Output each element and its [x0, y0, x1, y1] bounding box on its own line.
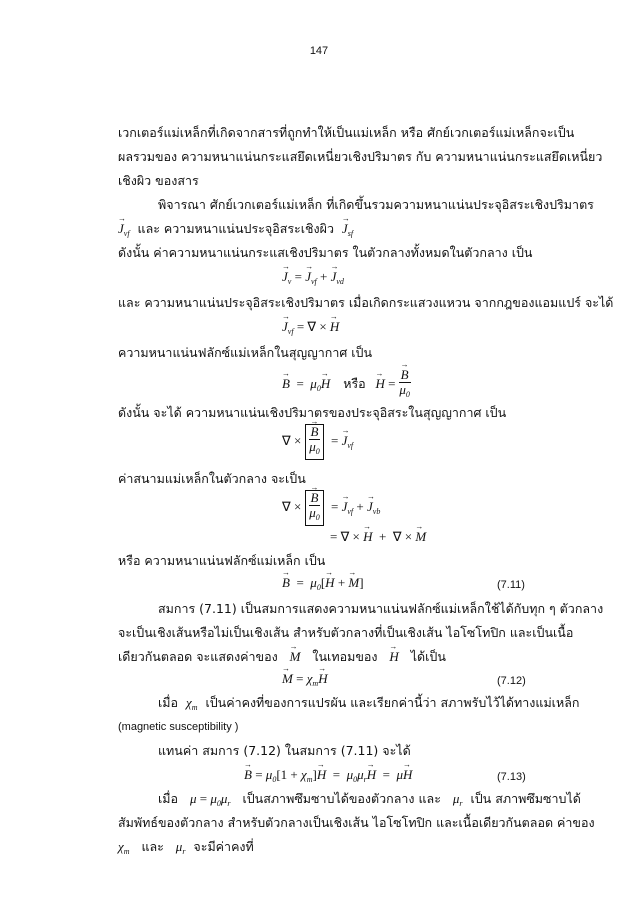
- paragraph-line: (magnetic susceptibility ): [118, 721, 239, 733]
- equation: → $B = \mu_0[\to H$ + → M]: [282, 574, 364, 597]
- page-number: 147: [309, 45, 329, 57]
- equation: ∇ × → $\frac{B}{\mu_0}$ = → $J_{vf}$: [282, 424, 353, 460]
- equation: → $M = \chi_m\to H$: [282, 670, 328, 693]
- paragraph-line: เวกเตอร์แม่เหล็กที่เกิดจากสารที่ถูกทำให้เป็นแม่เหล็ก หรือ ศักย์เวกเตอร์แม่เหล็กจะเป็น: [118, 125, 575, 140]
- equation: → $B = \mu_0\to H$ หรือ → H = → $\frac{B}{\mu_0}$: [282, 368, 411, 402]
- equation: = ∇ × → H + ∇ × → M: [330, 528, 426, 546]
- paragraph-line: พิจารณา ศักย์เวกเตอร์แม่เหล็ก ที่เกิดขึ้นรวมความหนาแน่นประจุอิสระเชิงปริมาตร: [158, 197, 594, 212]
- paragraph-line: หรือ ความหนาแน่นฟลักซ์แม่เหล็ก เป็น: [118, 553, 326, 568]
- paragraph-line: สัมพัทธ์ของตัวกลาง สำหรับตัวกลางเป็นเชิงเส้น ไอโซโทปิก และเนื้อเดียวกันตลอด ค่าของ: [118, 815, 595, 830]
- paragraph-line: → $J_{vf}$ และ ความหนาแน่นประจุอิสระเชิงผิว → $J_{sf}$: [118, 220, 353, 243]
- equation: ∇ × → $\frac{B}{\mu_0}$ = → $J_{vf}$ + → $J_{vb}$: [282, 490, 380, 526]
- paragraph-line: ผลรวมของ ความหนาแน่นกระแสยึดเหนี่ยวเชิงปริมาตร กับ ความหนาแน่นกระแสยึดเหนี่ยว: [118, 149, 603, 164]
- equation-number: (7.13): [497, 771, 526, 783]
- paragraph-line: และ ความหนาแน่นประจุอิสระเชิงปริมาตร เมื่อเกิดกระแสวงแหวน จากกฎของแอมแปร์ จะได้: [118, 295, 614, 310]
- equation: → $J_v$ = → $J_{vf}$ + → $J_{vd}$: [282, 268, 344, 291]
- paragraph-line: เมื่อ $\chi_m$ เป็นค่าคงที่ของการแปรผัน และเรียกค่านี้ว่า สภาพรับไว้ได้ทางแม่เหล็ก: [158, 695, 580, 712]
- equation: → $J_{vf}$ = ∇ × → H: [282, 318, 339, 341]
- equation-number: (7.12): [497, 675, 526, 687]
- paragraph-line: ความหนาแน่นฟลักซ์แม่เหล็กในสุญญากาศ เป็น: [118, 345, 373, 360]
- paragraph-line: ค่าสนามแม่เหล็กในตัวกลาง จะเป็น: [118, 471, 306, 486]
- paragraph-line: จะเป็นเชิงเส้นหรือไม่เป็นเชิงเส้น สำหรับตัวกลางที่เป็นเชิงเส้น ไอโซโทปิก และเป็นเนื้อ: [118, 625, 574, 640]
- paragraph-line: เมื่อ $\mu = \mu_0\mu_r$ เป็นสภาพซึมซาบได้ของตัวกลาง และ $\mu_r$ เป็น สภาพซึมซาบได้: [158, 791, 581, 808]
- paragraph-line: เชิงผิว ของสาร: [118, 173, 199, 188]
- paragraph-line: แทนค่า สมการ (7.12) ในสมการ (7.11) จะได้: [158, 743, 411, 758]
- paragraph-line: $\chi_m$ และ $\mu_r$ จะมีค่าคงที่: [118, 839, 254, 856]
- equation-number: (7.11): [497, 579, 525, 591]
- paragraph-line: เดียวกันตลอด จะแสดงค่าของ → M ในเทอมของ → H ได้เป็น: [118, 648, 446, 666]
- paragraph-line: สมการ (7.11) เป็นสมการแสดงความหนาแน่นฟลักซ์แม่เหล็กใช้ได้กับทุก ๆ ตัวกลาง: [158, 601, 604, 616]
- paragraph-line: ดังนั้น ค่าความหนาแน่นกระแสเชิงปริมาตร ในตัวกลางทั้งหมดในตัวกลาง เป็น: [118, 245, 533, 260]
- paragraph-line: ดังนั้น จะได้ ความหนาแน่นเชิงปริมาตรของประจุอิสระในสุญญากาศ เป็น: [118, 405, 507, 420]
- equation: → $B = \mu_0[1 + \chi_m]\to H = \mu_0\mu_r\to H = \mu\to H$: [244, 766, 412, 789]
